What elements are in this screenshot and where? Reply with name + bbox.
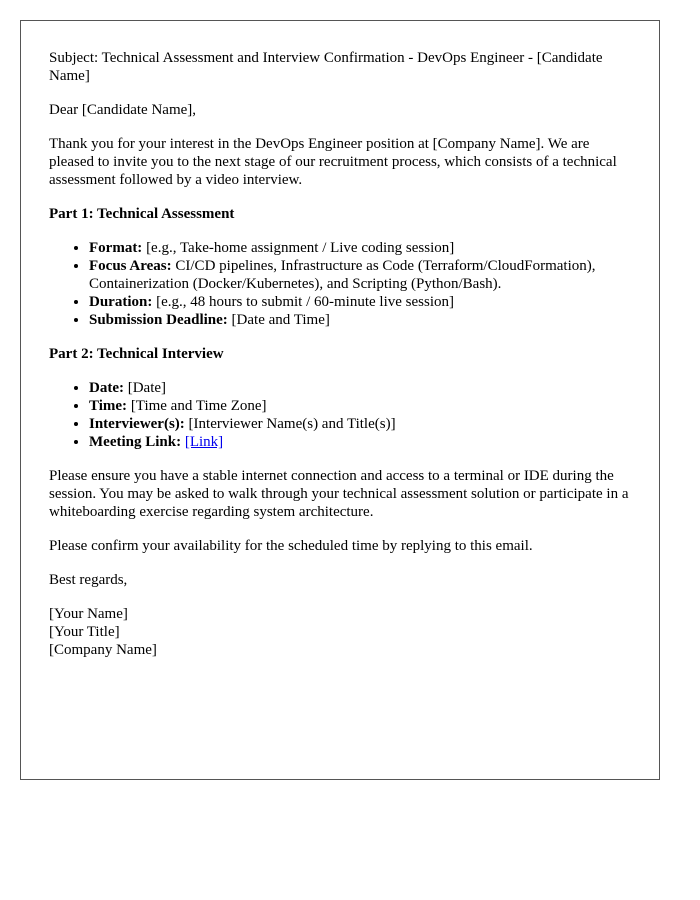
note-paragraph: Please ensure you have a stable internet connection and access to a terminal or IDE during the session. You may be asked to walk through your technical assessment solution or participate in a whiteboarding exercise regarding system architecture. — [49, 468, 629, 520]
list-item — [89, 257, 631, 293]
meeting-link[interactable]: [Link] — [184, 434, 224, 450]
list-item — [89, 293, 631, 311]
item-value: [Date] — [123, 380, 167, 396]
part2-list — [49, 379, 631, 451]
item-label: Submission Deadline: — [89, 312, 228, 328]
item-label: Interviewer(s): — [89, 416, 185, 432]
item-label: Focus Areas: — [89, 258, 172, 274]
meeting-link-label: Meeting Link: — [89, 434, 182, 450]
intro-paragraph: Thank you for your interest in the DevOps Engineer position at [Company Name]. We are pleased to invite you to the next stage of our recruitment process, which consists of a technical assessment followed by a video interview. — [49, 136, 617, 188]
part2-heading: Part 2: Technical Interview — [49, 346, 224, 362]
signature-block — [49, 605, 631, 659]
list-item — [89, 379, 631, 397]
item-label: Date: — [89, 380, 124, 396]
item-value: [Time and Time Zone] — [127, 398, 267, 414]
item-value: [e.g., 48 hours to submit / 60-minute live session] — [152, 294, 454, 310]
list-item — [89, 415, 631, 433]
item-value: [e.g., Take-home assignment / Live coding session] — [142, 240, 455, 256]
confirm-paragraph: Please confirm your availability for the scheduled time by replying to this email. — [49, 538, 533, 554]
item-value: CI/CD pipelines, Infrastructure as Code (Terraform/CloudFormation), Containerization (Docker/Kubernetes), and Scripting (Python/Bash). — [89, 258, 596, 292]
part1-list — [49, 239, 631, 329]
subject-line: Subject: Technical Assessment and Interview Confirmation - DevOps Engineer - [Candidate Name] — [49, 50, 603, 84]
part1-heading: Part 1: Technical Assessment — [49, 206, 235, 222]
list-item — [89, 433, 631, 451]
item-label: Format: — [89, 240, 143, 256]
closing: Best regards, — [49, 572, 128, 588]
list-item — [89, 397, 631, 415]
letter-body — [20, 20, 660, 780]
item-value: [Interviewer Name(s) and Title(s)] — [184, 416, 396, 432]
list-item — [89, 311, 631, 329]
signature-company: [Company Name] — [49, 642, 157, 658]
item-label: Time: — [89, 398, 128, 414]
item-value: [Date and Time] — [227, 312, 330, 328]
signature-name: [Your Name] — [49, 606, 128, 622]
signature-title: [Your Title] — [49, 624, 120, 640]
item-label: Duration: — [89, 294, 153, 310]
greeting: Dear [Candidate Name], — [49, 102, 197, 118]
list-item — [89, 239, 631, 257]
